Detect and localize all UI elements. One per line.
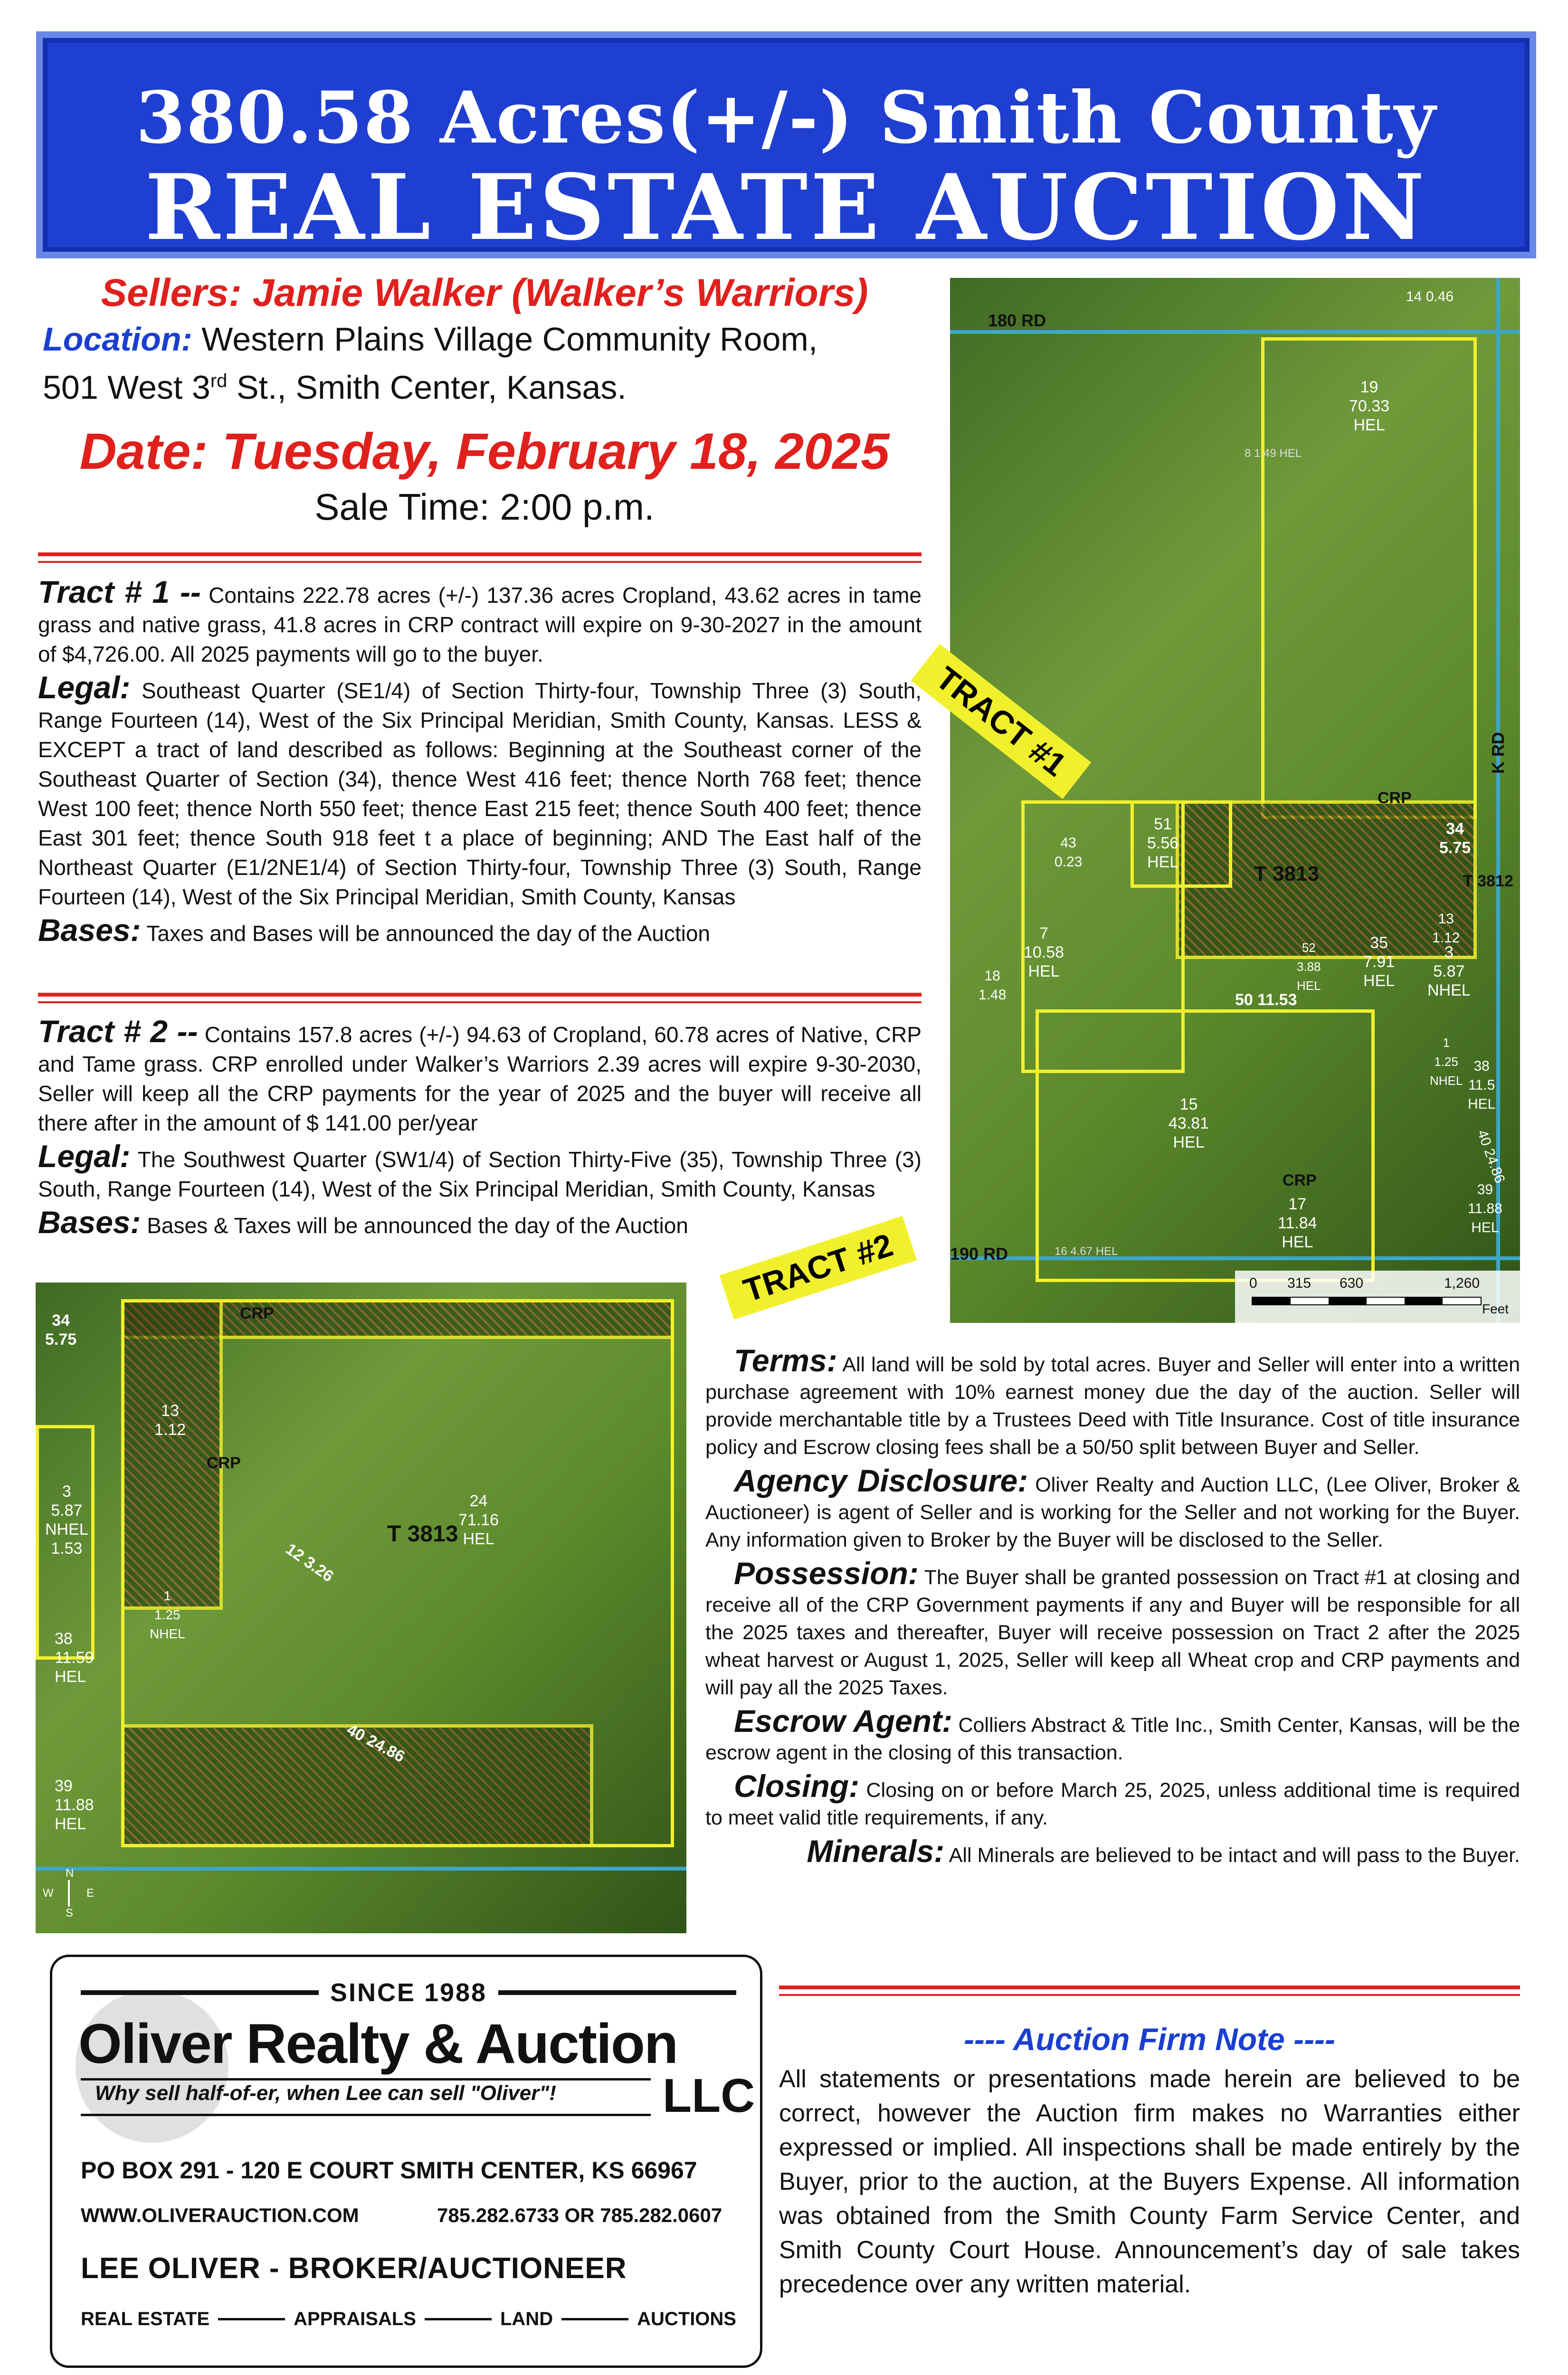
scale-bar: [1235, 1271, 1520, 1323]
terms-item: [705, 1768, 1520, 1832]
tract-2-summary: [38, 1016, 922, 1138]
terms-item: [705, 1463, 1520, 1554]
tract-1-aerial-map: [950, 278, 1520, 1323]
crp-label: CRP: [240, 1304, 274, 1322]
scale-tick: 630: [1340, 1275, 1364, 1291]
divider: [38, 561, 922, 563]
field-label-39: 39 11.88 HEL: [55, 1777, 94, 1833]
auction-firm-note: [779, 2021, 1520, 2301]
since-rule: [498, 1990, 736, 1995]
location-address-post: St., Smith Center, Kansas.: [227, 369, 627, 406]
escrow-label: Escrow Agent:: [734, 1703, 953, 1738]
tract-2-legal-text: The Southwest Quarter (SW1/4) of Section Thirty-Five (35), Township Three (3) South, Range Fourteen (14), West of the Six Principal Meridian, Smith County, Kansas: [38, 1147, 922, 1201]
field-label-15: 15 43.81 HEL: [1169, 1095, 1209, 1151]
field-label-34: 34 5.75: [1439, 820, 1471, 857]
field-label-7: 7 10.58 HEL: [1024, 924, 1064, 980]
tract-2-aerial-map: [36, 1282, 686, 1933]
field-label-1: 1 1.25 NHEL: [1430, 1036, 1463, 1088]
scale-graphic: [1252, 1297, 1482, 1305]
closing-label: Closing:: [734, 1768, 859, 1804]
tract-2-tag: TRACT #2: [720, 1216, 917, 1320]
terms-item: [705, 1343, 1520, 1461]
field-label-14: 14 0.46: [1406, 289, 1454, 304]
crp-label: CRP: [1283, 1171, 1317, 1189]
tract-2-heading: Tract # 2 --: [38, 1014, 198, 1049]
services-row: [81, 2308, 736, 2330]
compass-rose: [43, 1867, 95, 1919]
compass-n: N: [66, 1867, 74, 1880]
field-label-1: 1 1.25 NHEL: [150, 1588, 185, 1641]
scale-tick: 315: [1287, 1275, 1311, 1291]
agency-text: Oliver Realty and Auction LLC, (Lee Oliver, Broker & Auctioneer) is agent of Seller and is working for the Seller and not working for the Buyer. Any information given to Broker by the Buyer will be disclosed to the Seller.: [705, 1473, 1520, 1551]
compass-w: W: [43, 1887, 54, 1900]
terms-item: [705, 1703, 1520, 1767]
terms-item: [705, 1834, 1520, 1869]
divider: [38, 552, 922, 556]
field-label-18: 18 1.48: [979, 968, 1007, 1003]
terms-item: [705, 1556, 1520, 1701]
sellers-line: Sellers: Jamie Walker (Walker’s Warriors): [101, 271, 868, 314]
company-name: Oliver Realty & Auction: [78, 2013, 678, 2075]
field-label-40: 40 24.86: [343, 1720, 408, 1766]
field-label-12: 12 3.26: [282, 1539, 337, 1586]
field-label-13: 13 1.12: [154, 1402, 186, 1439]
broker-line: LEE OLIVER - BROKER/AUCTIONEER: [81, 2252, 627, 2285]
company-phones[interactable]: 785.282.6733 OR 785.282.0607: [437, 2204, 722, 2226]
banner-line-1: 380.58 Acres(+/-) Smith County: [135, 76, 1437, 160]
agency-label: Agency Disclosure:: [734, 1463, 1028, 1498]
note-text: All statements or presentations made herein are believed to be correct, however the Auction firm makes no Warranties either expressed or implied. All inspections shall be made entirely by the Buyer, prior to the auction, at the Buyers Expense. All information was obtained from the Smith County Farm Service Center, and Smith County Court House. Announcement’s day of sale takes precedence over any written material.: [779, 2065, 1520, 2298]
legal-label: Legal:: [38, 1139, 131, 1174]
location-line-1: [43, 318, 926, 360]
closing-text: Closing on or before March 25, 2025, unless additional time is required to meet valid title requirements, if any.: [705, 1779, 1520, 1829]
minerals-label: Minerals:: [807, 1834, 945, 1869]
terms-section: [705, 1343, 1520, 1869]
banner-line-2: REAL ESTATE AUCTION: [144, 154, 1428, 260]
bases-label: Bases:: [38, 1205, 141, 1240]
minerals-text: All Minerals are believed to be intact and will pass to the Buyer.: [944, 1844, 1520, 1867]
compass-e: E: [86, 1887, 95, 1900]
sale-date: Date: Tuesday, February 18, 2025: [79, 422, 890, 480]
tract-1-legal: [38, 670, 922, 912]
tract-2-summary-text: Contains 157.8 acres (+/-) 94.63 of Cropland, 60.78 acres of Native, CRP and Tame grass. CRP enrolled under Walker’s Warriors 2.39 acres will expire 9-30-2030, Seller will keep all the CRP payments for the year of 2025 and the buyer will receive all there after in the amount of $ 141.00 per/year: [38, 1022, 922, 1135]
tract-1-section: [38, 574, 922, 948]
company-address: PO BOX 291 - 120 E COURT SMITH CENTER, KS 66967: [81, 2157, 697, 2184]
field-51: [1131, 800, 1232, 888]
service-item: APPRAISALS: [294, 2308, 416, 2329]
possession-text: The Buyer shall be granted possession on Tract #1 at closing and receive all of the CRP Government payments if any and Buyer will be responsible for all the 2025 taxes and thereafter, Buyer will receive possession on Tract 2 after the 2025 wheat harvest or August 1, 2025, Seller will keep all Wheat crop and CRP payments and will pay all the 2025 Taxes.: [705, 1566, 1520, 1699]
escrow-text: Colliers Abstract & Title Inc., Smith Center, Kansas, will be the escrow agent in the closing of this transaction.: [705, 1714, 1520, 1764]
scale-tick: 1,260: [1444, 1275, 1480, 1291]
legal-label: Legal:: [38, 670, 131, 705]
since-text: SINCE 1988: [330, 1978, 487, 2007]
tract-1-bases-text: Taxes and Bases will be announced the day of the Auction: [141, 921, 711, 946]
possession-label: Possession:: [734, 1556, 919, 1591]
field-label-19: 19 70.33 HEL: [1349, 378, 1390, 434]
service-item: AUCTIONS: [637, 2308, 736, 2329]
company-logo-box: [50, 1955, 762, 2368]
field-label-3: 3 5.87 NHEL 1.53: [45, 1482, 88, 1558]
map-township-label: T 3813: [1254, 862, 1319, 885]
field-label-8: 8 1.49 HEL: [1245, 447, 1302, 460]
compass-s: S: [66, 1907, 74, 1919]
road-label-180: 180 RD: [988, 311, 1046, 330]
terms-text: All land will be sold by total acres. Buyer and Seller will enter into a written purchase agreement with 10% earnest money due the day of the auction. Seller will provide merchantable title by a Trustees Deed with Title Insurance. Cost of title insurance policy and Escrow closing fees shall be a 50/50 split between Buyer and Seller.: [705, 1353, 1520, 1459]
field-label-13: 13 1.12: [1432, 911, 1460, 946]
divider: [38, 993, 922, 997]
company-llc: LLC: [663, 2069, 755, 2122]
tract-2-bases: [38, 1207, 713, 1240]
tract-1-summary-text: Contains 222.78 acres (+/-) 137.36 acres Cropland, 43.62 acres in tame grass and native grass, 41.8 acres in CRP contract will expire on 9-30-2027 in the amount of $4,726.00. All 2025 payments will go to the buyer.: [38, 583, 922, 666]
company-website[interactable]: WWW.OLIVERAUCTION.COM: [81, 2204, 359, 2226]
service-rule: [425, 2318, 492, 2320]
service-item: REAL ESTATE: [81, 2308, 210, 2329]
compass-icon: [68, 1880, 70, 1907]
location-address-pre: 501 West 3: [43, 369, 210, 406]
tract-2-section: [38, 1016, 922, 1240]
company-tagline: Why sell half-of-er, when Lee can sell "Oliver"!: [95, 2081, 556, 2105]
service-item: LAND: [500, 2308, 553, 2329]
sale-info: [43, 271, 926, 529]
tract-1-legal-text: Southeast Quarter (SE1/4) of Section Thirty-four, Township Three (3) South, Range Fourteen (14), West of the Six Principal Meridian, Smith County, Kansas. LESS & EXCEPT a tract of land described as follows: Beginning at the Southeast corner of the Southeast Quarter of Section (34), thence West 416 feet; thence North 768 feet; thence West 100 feet; thence North 550 feet; thence East 215 feet; thence South 400 feet; thence East 301 feet; thence South 918 feet t a place of beginning; AND The East half of the Northeast Quarter (E1/2NE1/4) of Section Thirty-four, Township Three (3) South, Range Fourteen (14), West of the Six Principal Meridian, Smith County, Kansas: [38, 678, 922, 909]
scale-unit: Feet: [1482, 1302, 1509, 1316]
field-label-40: 40 24.86: [1474, 1128, 1508, 1186]
divider: [38, 1001, 922, 1003]
field-label-24: 24 71.16 HEL: [458, 1492, 499, 1548]
field-label-51: 51 5.56 HEL: [1147, 815, 1179, 871]
tract-2-bases-text: Bases & Taxes will be announced the day of the Auction: [141, 1213, 688, 1238]
terms-label: Terms:: [734, 1343, 837, 1378]
divider: [779, 1986, 1520, 1989]
location-venue: Western Plains Village Community Room,: [192, 321, 818, 358]
tract-2-legal: [38, 1141, 922, 1204]
since-row: [81, 1978, 736, 2007]
location-address-sup: rd: [210, 370, 228, 391]
road-label-190: 190 RD: [950, 1244, 1008, 1264]
divider: [779, 1994, 1520, 1996]
road-south: [36, 1867, 686, 1871]
field-label-35: 35 7.91 HEL: [1363, 934, 1395, 990]
field-label-39: 39 11.88 HEL: [1468, 1182, 1502, 1235]
title-banner: [43, 38, 1530, 260]
bases-label: Bases:: [38, 912, 141, 948]
field-label-16: 16 4.67 HEL: [1055, 1245, 1118, 1258]
field-label-3: 3 5.87 NHEL: [1427, 943, 1471, 999]
field-label-43: 43 0.23: [1055, 835, 1083, 870]
tract-1-heading: Tract # 1 --: [38, 574, 201, 609]
crp-label: CRP: [1378, 789, 1412, 807]
field-label-52: 52 3.88 HEL: [1297, 940, 1321, 993]
tract-1-bases: [38, 912, 922, 948]
tract-1-summary: [38, 574, 922, 669]
map-township-label-2: T 3812: [1463, 872, 1513, 890]
road-label-k: K RD: [1488, 732, 1508, 774]
field-label-17: 17 11.84 HEL: [1278, 1195, 1317, 1251]
crp-label: CRP: [207, 1454, 241, 1472]
scale-tick: 0: [1249, 1275, 1257, 1291]
tract-1-tag: TRACT #1: [911, 644, 1091, 799]
service-rule: [218, 2318, 285, 2320]
location-label: Location:: [43, 321, 192, 358]
service-rule: [561, 2318, 628, 2320]
since-rule: [81, 1990, 319, 1995]
field-label-34: 34 5.75: [45, 1311, 77, 1349]
note-title: ---- Auction Firm Note ----: [963, 2022, 1336, 2057]
field-label-38: 38 11.59 HEL: [55, 1630, 94, 1686]
map-township-label: T 3813: [387, 1521, 458, 1547]
location-line-2: [43, 360, 926, 408]
field-label-38: 38 11.5 HEL: [1468, 1058, 1496, 1112]
sale-time: Sale Time: 2:00 p.m.: [314, 486, 655, 528]
field-label-50: 50 11.53: [1235, 991, 1297, 1009]
road-180: [950, 330, 1520, 334]
